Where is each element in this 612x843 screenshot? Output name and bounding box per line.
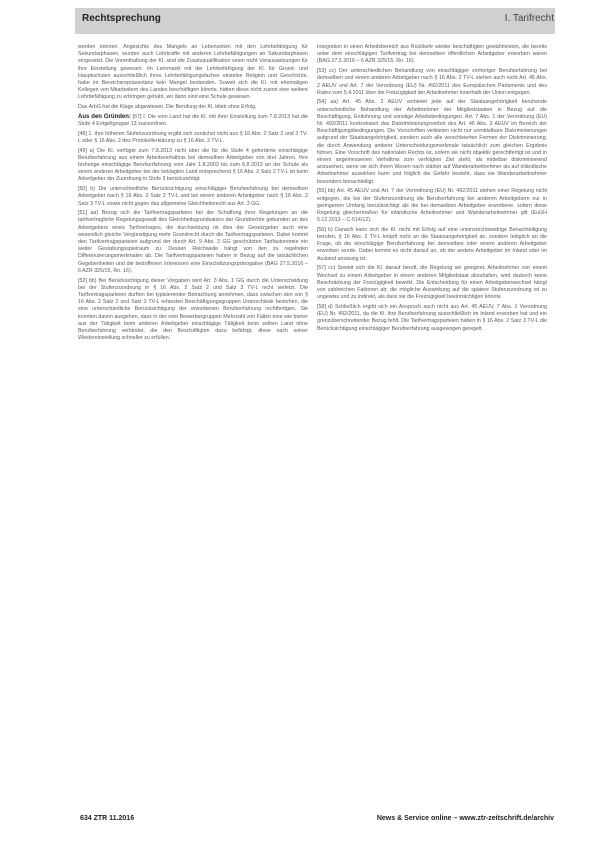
paragraph-text: [55] bb) Art. 45 AEUV und Art. 7 der Verordnung (EU) Nr. 492/2011 stehen einer Regelung nicht entgegen, die bei der Stufenzuordnung die Berufserfahrung bei anderen Arbeitgebern nur in geringerem Umfang berücksichtigt als die bei demselben Arbeitgeber erworbene, sofern diese Regelung gleichermaßen für inländische Arbeitnehmer und Wanderarbeitnehmer gilt (EuGH 5.12.2013 – C-514/12). (317, 188, 547, 224)
footer-page-info: 634 ZTR 11.2016 (80, 815, 135, 822)
paragraph (78, 210, 308, 275)
paragraph (78, 104, 308, 111)
paragraph-text: [54] aa) Art. 45 Abs. 2 AEUV verbietet jede auf der Staatsangehörigkeit beruhende unterschiedliche Behandlung der Arbeitnehmer der Mitgliedstaaten in Bezug auf die Beschäftigung, Entlohnung und sonstige Arbeitsbedingungen. Art. 7 Abs. 1 der Verordnung (EU) Nr. 492/2011 konkretisiert das Diskriminierungsverbot des Art. 45 Abs. 2 AEUV im Bereich der Beschäftigungsbedingungen. Die Vorschriften verbieten nicht nur unmittelbare Diskriminierungen aufgrund der Staatsangehörigkeit, sondern auch alle verschleierten Formen der Diskriminierung, die durch Anwendung anderer Unterscheidungsmerkmale tatsächlich zum gleichen Ergebnis führen. Eine Vorschrift des nationalen Rechts ist, sofern sie nicht objektiv gerechtfertigt ist und in einem angemessenen Verhältnis zum verfolgten Ziel steht, als mittelbar diskriminierend anzusehen, wenn sie sich ihrem Wesen nach stärker auf Wanderarbeitnehmer als auf inländische Arbeitnehmer auswirken kann und folglich die Gefahr besteht, dass sie Wanderarbeitnehmer besonders benachteiligt. (317, 99, 547, 185)
footer-website: News & Service online – www.ztr-zeitschrift.de/archiv (376, 815, 554, 822)
paragraph (78, 114, 308, 128)
paragraph-text: werden können. Angesichts des Mangels an Lebenzeiten mit den Lehrbefähigung für Sekundarphasen, wurden auch Lehrkräfte mit anderen Lehrbefähigungen an Sekundarphasen eingesetzt. Die Vorenthaltung der Kl. sind die Zusatzqualifikation seien nicht Voraussetzungen für ihre Einstellung gewesen. Im Lernmarkt mit der Lehrbefähigung der Kl. für Grund- und Hauptschulen ausschließlich ihres Lehrbefähigungsfaches einzelne Religion und Geschichte, habe im Bereichsrepräsentanz kein Mangel bestanden. Soweit sich die Kl. mit ehemaligen Kollegen von Mitarbeitern des Landes beschäftigen könnte, hätten diese nicht zuerst eine weitere Lehrbefähigung zu erbringen gehabt, wo dann sind eine Schule gewesen. (78, 44, 308, 101)
paragraph-text: [53] cc) Der unterschiedlichen Behandlung von einschlägiger vorheriger Berufserfahrung bei demselben und einem anderen Arbeitgeber nach § 16 Abs. 2 TV-L stehen auch nicht Art. 45 Abs. 2 AEUV und Art. 7 der Verordnung (EU) Nr. 492/2011 des Europäischen Parlaments und des Rates vom 5.4.2011 über die Freizügigkeit der Arbeitnehmer innerhalb der Union entgegen. (317, 68, 547, 96)
paragraph-text: [51] aa) Bezog sich die Tarifvertragsparteien bei der Schaffung ihrer Regelungen an die tarifvertragliche Regelungsgewalt des Gleichheitsgrundsatzes der Grundrechte gebunden an des Arbeitgebers eines Tarifvertrages, die durchsetzung ist dies der Gesetzgeber auch eine wesentlich gleiche Vergünstigung mehr Grundrecht durch die Tarifvertragsparteien. Dabei kommt den Tarifvertragsparteien aufgrund der durch Art. 9 Abs. 3 GG geschützten Tarifautonomie ein weiter Gestaltungsspielraum zu. Dessen Reichweite hängt von den zu regelnden Differenzierungsmerkmalen ab. Die Tarifvertragsparteien haben in Bezug auf die tatsächlichen Gegebenheiten und die betroffenen Interessen eine Einschätzungsprärogative (BAG 27.5.2016 – 6 AZR 325/15, Rn. 16). (78, 210, 308, 274)
paragraph-text: [49] a) Die Kl. verfügte zum 7.8.2013 nicht über die für die Stufe 4 geforderte einschlägige Berufserfahrung aus einem Arbeitsverhältnis bei demselben Arbeitgeber von drei Jahren. Ihre bisherige einschlägige Berufserfahrung vom Jahr 1.8.2003 bis zum 6.8.2013 an der Schule als einem anderen Arbeitgeber bei der beklagten Land entsprechend § 16 Abs. 2 Satz 2 TV-L ist beim Arbeitgeber der Zuordnung in Stufe 3 berücksichtigt. (78, 147, 308, 183)
paragraph-text: [50] b) Die unterschiedliche Berücksichtigung einschlägiger Berufserfahrung bei demselben Arbeitgeber nach § 16 Abs. 2 Satz 2 TV-L und bei einem anderen Arbeitgeber nach § 16 Abs. 2 Satz 3 TV-L sowie nicht gegen das allgemeine Gleichheitsrecht aus Art. 3 GG. (78, 186, 308, 207)
paragraph (317, 44, 547, 66)
paragraph-text: [56] b) Danach kann sich die Kl. nicht mit Erfolg auf eine unionsrechtswidrige Benachteiligung berufen. § 16 Abs. 2 TV-L knüpft nicht an die Staatsangehörigkeit an, sondern lediglich an die Frage, ob die einschlägige Berufserfahrung bei demselben oder einem anderen Arbeitgeber erworben wurde. Dabei kommt es nicht darauf an, ob der andere Arbeitgeber im Inland oder im Ausland ansässig ist. (317, 226, 547, 262)
paragraph (317, 99, 547, 185)
paragraph-text: [57] cc) Soweit sich die Kl. darauf beruft, die Regelung sei geeignet, Arbeitnehmer von einem Wechsel zu einem Arbeitgeber in einem anderen Mitgliedstaat abzuhalten, wird dadurch keine Beschränkung der Freizügigkeit bewirkt. Die Entscheidung für einen Arbeitgeberwechsel hängt von zahlreichen Faktoren ab; die mögliche Auswirkung auf die spätere Stufenzuordnung ist zu ungewiss und zu indirekt, als dass sie die Freizügigkeit beeinträchtigen könnte. (317, 265, 547, 301)
paragraph (317, 68, 547, 97)
left-column (78, 44, 308, 345)
paragraph (317, 265, 547, 301)
paragraph-lead: Aus den Gründen: (78, 113, 131, 120)
paragraph (78, 44, 308, 102)
paragraph (78, 148, 308, 184)
section-subtitle: I. Tarifrecht (504, 13, 554, 24)
paragraph-text: Das ArbG hat die Klage abgewiesen. Die Berufung der Kl. blieb ohne Erfolg. (78, 104, 257, 111)
paragraph (317, 227, 547, 263)
paragraph (317, 188, 547, 224)
paragraph-text: [67] I. Die vom Land hat die Kl. mit ihrer Einstellung zum 7.8.2013 hat die Stufe 4 Entgeltgruppe 13 zuzuordnen. (78, 113, 308, 128)
paragraph (78, 278, 308, 343)
paragraph-text: [48] 1. Ihre höheren Stufenzuordnung ergibt sich zunächst nicht aus § 16 Abs. 2 Satz 2 und 3 TV-L oder § 16 Abs. 2 des Protokollerklärung zu § 16 Abs. 2 TV-L. (78, 130, 308, 144)
paragraph-text: [58] d) Schließlich ergibt sich ein Anspruch auch nicht aus Art. 45 AEUV, 7 Abs. 1 Verordnung (EU) Nr. 492/2011, da die Kl. ihre Berufserfahrung ausschließlich im Inland erworben hat und ein grenzüberschreitender Bezug fehlt. Die Tarifvertragsparteien haben in § 16 Abs. 2 Satz 3 TV-L die Berücksichtigung einschlägiger Berufserfahrung ausgewogen geregelt. (317, 303, 547, 332)
right-column (317, 44, 547, 335)
paragraph (78, 186, 308, 208)
paragraph (78, 131, 308, 145)
paragraph-text: [52] bb) Bei Berücksichtigung dieser Vorgaben wird Art. 3 Abs. 1 GG durch die Unterscheidung bei der Stufenzuordnung in § 16 Abs. 2 Satz 2 und Satz 3 TV-L nicht verletzt. Die Tarifvertragsparteien durften bei typisierender Betrachtung annehmen, dass zwischen den von § 16 Abs. 2 Satz 2 und Satz 3 TV-L erfassten Beschäftigungsgruppen Unterschiede bestehen, die eine unterschiedliche Berücksichtigung der erworbenen Berufserfahrung rechtfertigen. Sie konnten davon ausgehen, dass in der vom Bewerbergruppen Mehrzahl von Fällen eine wie bisher aus der Tätigkeit beim anderen Arbeitgeber einschlägige Tätigkeit beim selben Land ohne Berufserfahrung verbindet, die den Beschäftigten dazu befähigt, diese nach seiner Wiedereinstellung schneller zu erfüllen. (78, 277, 308, 342)
section-title: Rechtsprechung (82, 13, 161, 24)
paragraph-text: Integration in einen Arbeitsbereich aus Rückkehr wieder beschäftigten gewährleisten, die bereits unter dem einschlägigen Tarifvertrag bei demselben öffentlichen Arbeitgeber erworben waren (BAG 27.5.2016 – 6 AZR 325/15, Rn. 16). (317, 44, 547, 65)
paragraph (317, 304, 547, 333)
